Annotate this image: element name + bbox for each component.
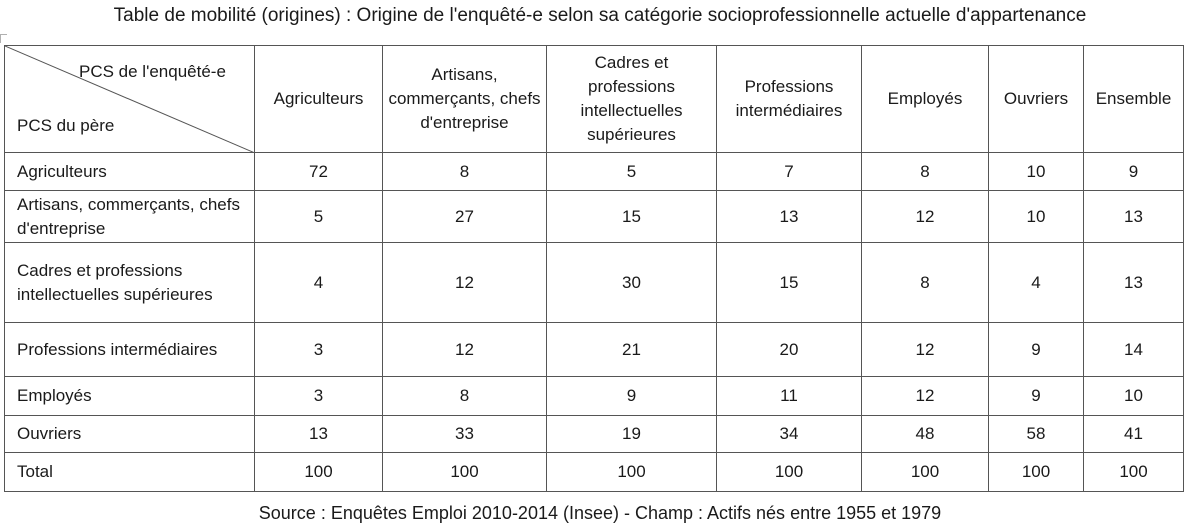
- table-cell: 58: [989, 416, 1084, 453]
- table-row: [5, 243, 1184, 323]
- table-cell: 33: [383, 416, 547, 453]
- table-cell: 41: [1084, 416, 1184, 453]
- column-header: Professions intermédiaires: [717, 46, 862, 153]
- table-cell: 12: [862, 191, 989, 243]
- table-cell: 3: [255, 323, 383, 377]
- column-header: Ensemble: [1084, 46, 1184, 153]
- column-header: Artisans, commerçants, chefs d'entreprise: [383, 46, 547, 153]
- table-row: [5, 416, 1184, 453]
- table-cell: 100: [255, 453, 383, 492]
- column-header: Agriculteurs: [255, 46, 383, 153]
- corner-bottom-label: PCS du père: [17, 116, 115, 135]
- table-title: Table de mobilité (origines) : Origine de l'enquêté-e selon sa catégorie socioprofessionnelle actuelle d'appartenance: [113, 5, 1087, 26]
- table-cell: 9: [547, 377, 717, 416]
- table-cell: 13: [1084, 243, 1184, 323]
- table-row: [5, 191, 1184, 243]
- table-cell: 30: [547, 243, 717, 323]
- table-cell: 11: [717, 377, 862, 416]
- table-cell: 5: [255, 191, 383, 243]
- table-cell: 3: [255, 377, 383, 416]
- table-cell: 72: [255, 153, 383, 191]
- table-cell: 27: [383, 191, 547, 243]
- table-cell: 13: [255, 416, 383, 453]
- table-cell: 10: [989, 191, 1084, 243]
- table-cell: 5: [547, 153, 717, 191]
- row-label: Artisans, commerçants, chefs d'entreprise: [5, 191, 255, 243]
- row-label: Professions intermédiaires: [5, 323, 255, 377]
- table-cell: 12: [383, 323, 547, 377]
- column-header: Employés: [862, 46, 989, 153]
- table-cell: 14: [1084, 323, 1184, 377]
- row-label: Total: [5, 453, 255, 492]
- table-cell: 100: [717, 453, 862, 492]
- row-label: Cadres et professions intellectuelles supérieures: [5, 243, 255, 323]
- row-label: Agriculteurs: [5, 153, 255, 191]
- table-row: [5, 153, 1184, 191]
- table-cell: 4: [255, 243, 383, 323]
- table-cell: 13: [717, 191, 862, 243]
- mobility-table: [4, 45, 1184, 492]
- table-row: [5, 377, 1184, 416]
- table-cell: 100: [383, 453, 547, 492]
- table-cell: 4: [989, 243, 1084, 323]
- table-cell: 9: [989, 377, 1084, 416]
- table-cell: 9: [989, 323, 1084, 377]
- table-cell: 15: [717, 243, 862, 323]
- corner-top-label: PCS de l'enquêté-e: [79, 62, 226, 81]
- table-cell: 100: [862, 453, 989, 492]
- table-cell: 48: [862, 416, 989, 453]
- table-cell: 9: [1084, 153, 1184, 191]
- table-cell: 100: [989, 453, 1084, 492]
- table-cell: 10: [989, 153, 1084, 191]
- table-cell: 8: [862, 153, 989, 191]
- total-row: [5, 453, 1184, 492]
- corner-header-cell: [5, 46, 255, 153]
- table-cell: 8: [862, 243, 989, 323]
- table-cell: 12: [383, 243, 547, 323]
- table-cell: 34: [717, 416, 862, 453]
- table-cell: 13: [1084, 191, 1184, 243]
- table-cell: 8: [383, 153, 547, 191]
- row-label: Employés: [5, 377, 255, 416]
- document-corner-mark: [0, 34, 7, 43]
- table-cell: 12: [862, 377, 989, 416]
- source-note: Source : Enquêtes Emploi 2010-2014 (Insee) - Champ : Actifs nés entre 1955 et 1979: [258, 503, 942, 523]
- header-row: [5, 46, 1184, 153]
- table-cell: 8: [383, 377, 547, 416]
- column-header: Cadres et professions intellectuelles supérieures: [547, 46, 717, 153]
- table-cell: 10: [1084, 377, 1184, 416]
- table-cell: 19: [547, 416, 717, 453]
- table-row: [5, 323, 1184, 377]
- table-cell: 21: [547, 323, 717, 377]
- column-header: Ouvriers: [989, 46, 1084, 153]
- table-cell: 100: [547, 453, 717, 492]
- table-cell: 20: [717, 323, 862, 377]
- table-cell: 100: [1084, 453, 1184, 492]
- table-cell: 12: [862, 323, 989, 377]
- row-label: Ouvriers: [5, 416, 255, 453]
- table-cell: 7: [717, 153, 862, 191]
- table-cell: 15: [547, 191, 717, 243]
